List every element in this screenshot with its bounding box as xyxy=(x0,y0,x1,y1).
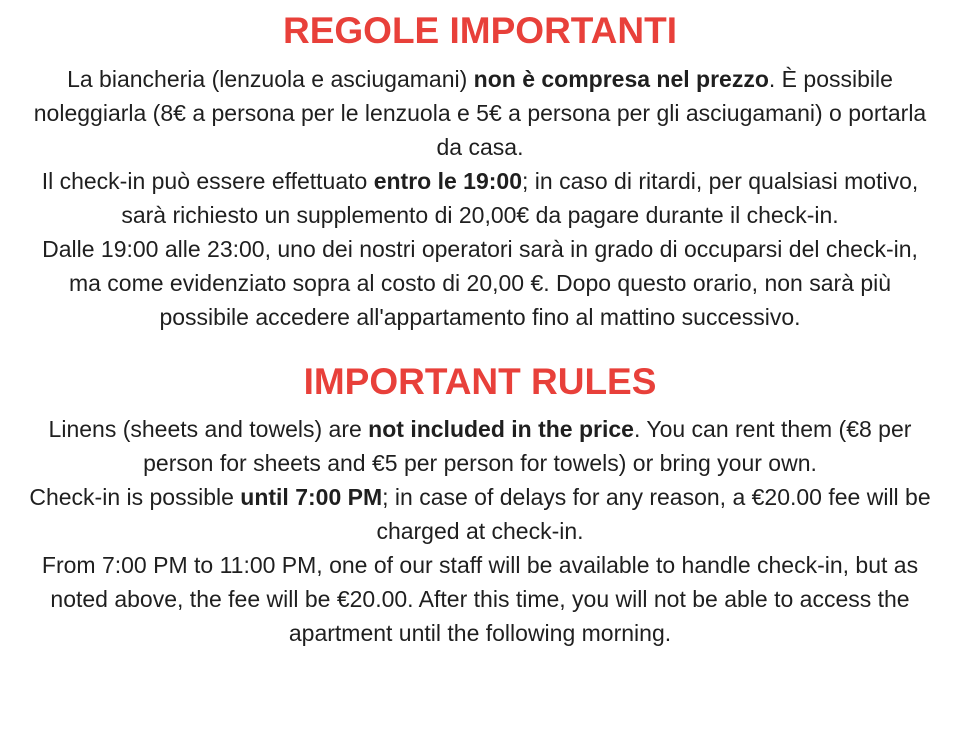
text: . You can rent them (€8 per person for sheets and €5 per person for towels) or bring your own. xyxy=(143,416,912,477)
paragraph xyxy=(28,232,933,334)
text: Linens (sheets and towels) are xyxy=(48,416,369,443)
section-regole-importanti xyxy=(20,10,940,334)
bold-text: entro le 19:00 xyxy=(373,167,522,194)
paragraph xyxy=(28,480,933,548)
paragraph xyxy=(28,62,933,164)
text: From 7:00 PM to 11:00 PM, one of our staff will be available to handle check-in, but as noted above, the fee will be €20.00. After this time, you will not be able to access the apartment until the following morning. xyxy=(41,552,919,647)
text: . È possibile noleggiarla (8€ a persona per le lenzuola e 5€ a persona per gli asciugamani) o portarla da casa. xyxy=(33,65,927,160)
paragraph xyxy=(28,164,933,232)
paragraph xyxy=(28,548,933,650)
text: ; in caso di ritardi, per qualsiasi motivo, sarà richiesto un supplemento di 20,00€ da pagare durante il check-in. xyxy=(121,167,919,228)
heading-regole-importanti: REGOLE IMPORTANTI xyxy=(283,10,677,51)
heading-important-rules: IMPORTANT RULES xyxy=(303,360,657,402)
text: ; in case of delays for any reason, a €20.00 fee will be charged at check-in. xyxy=(376,484,931,545)
text: La biancheria (lenzuola e asciugamani) xyxy=(67,65,474,92)
paragraph xyxy=(28,412,933,480)
section-important-rules xyxy=(20,361,940,651)
bold-text: not included in the price xyxy=(368,416,634,443)
bold-text: until 7:00 PM xyxy=(240,484,383,511)
paragraphs-italian xyxy=(28,62,933,334)
paragraphs-english xyxy=(28,412,933,650)
bold-text: non è compresa nel prezzo xyxy=(473,65,769,92)
text: Il check-in può essere effettuato xyxy=(41,167,374,194)
text: Dalle 19:00 alle 23:00, uno dei nostri operatori sarà in grado di occuparsi del check-in, ma come evidenziato sopra al costo di 20,00 €. Dopo questo orario, non sarà più possibile accedere all'appartamento fino al mattino successivo. xyxy=(42,235,918,330)
text: Check-in is possible xyxy=(29,484,241,511)
